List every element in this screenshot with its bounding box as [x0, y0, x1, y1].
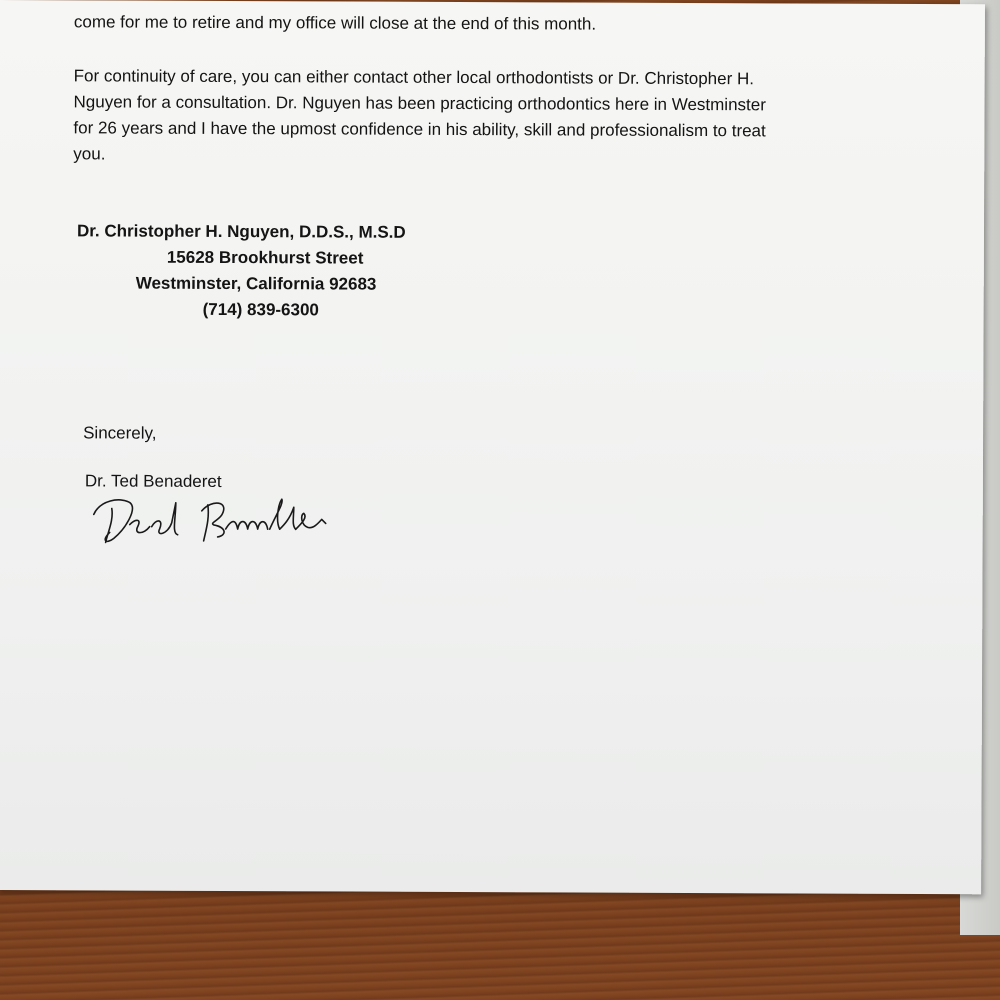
paragraph-2-line-4: you. [73, 144, 106, 164]
referral-phone: (714) 839-6300 [202, 299, 319, 320]
paragraph-1-line-1: come for me to retire and my office will close at the end of this month. [73, 12, 597, 34]
signer-name: Dr. Ted Benaderet [84, 471, 222, 491]
referral-city: Westminster, California 92683 [135, 273, 377, 294]
paragraph-2-line-2: Nguyen for a consultation. Dr. Nguyen has been practicing orthodontics here in Westminster [73, 92, 766, 115]
paragraph-2-line-3: for 26 years and I have the upmost confidence in his ability, skill and professionalism to treat [73, 118, 766, 141]
paragraph-2-line-1: For continuity of care, you can either contact other local orthodontists or Dr. Christopher H. [73, 66, 755, 89]
handwritten-signature [90, 488, 350, 559]
referral-street: 15628 Brookhurst Street [166, 247, 364, 268]
closing-salutation: Sincerely, [83, 423, 157, 443]
referral-name: Dr. Christopher H. Nguyen, D.D.S., M.S.D [76, 221, 406, 242]
